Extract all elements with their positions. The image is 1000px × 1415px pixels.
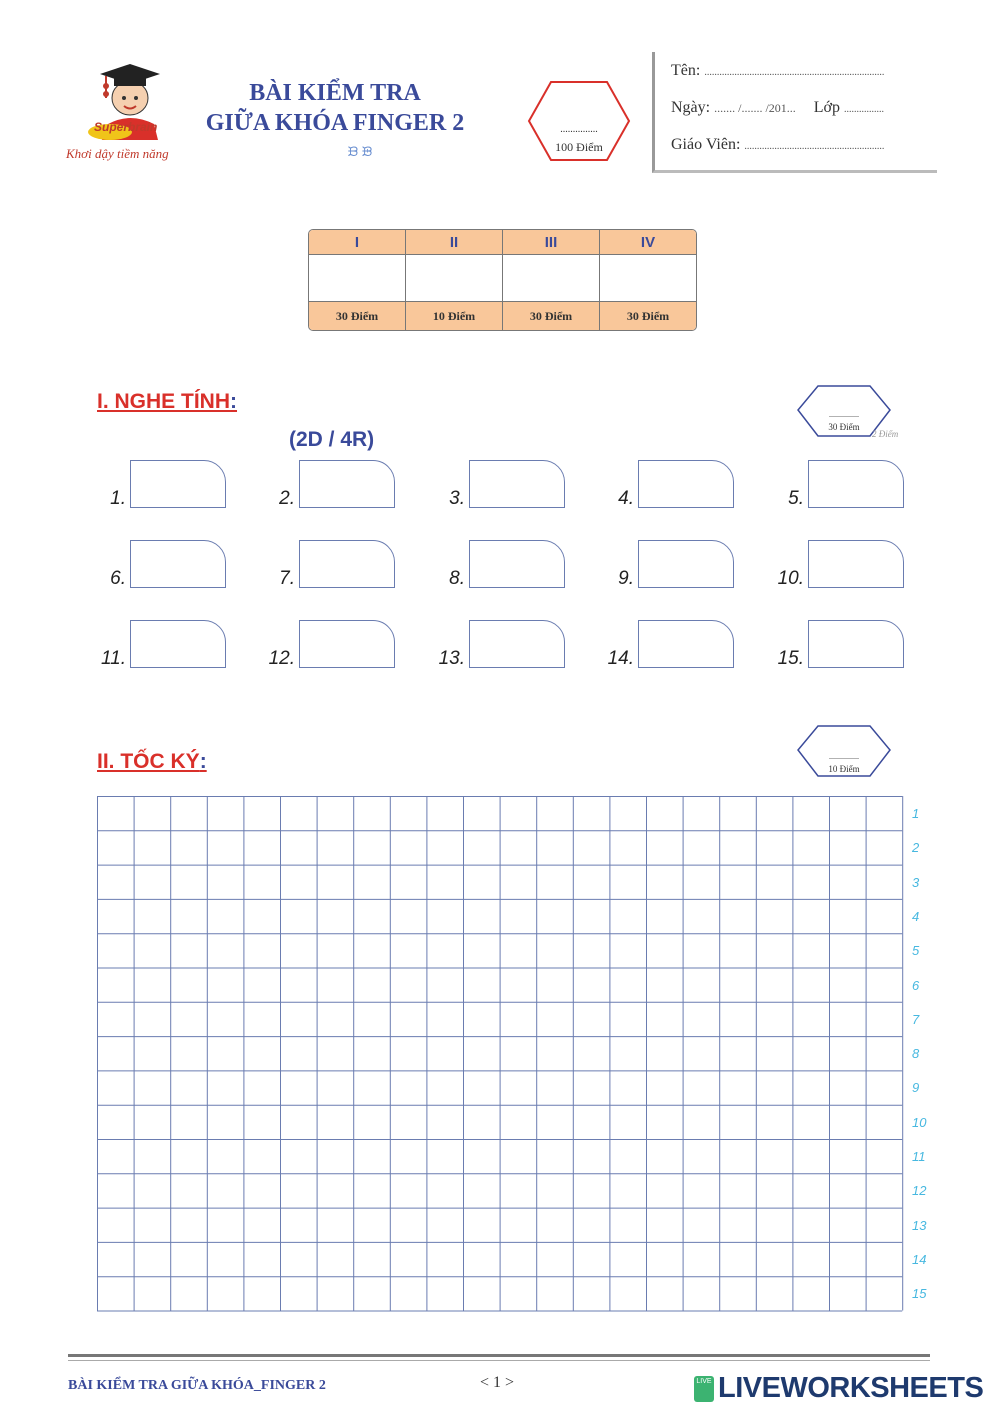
date-line — [671, 99, 884, 117]
answer-box[interactable] — [469, 540, 565, 588]
title-line-2: GIỮA KHÓA FINGER 2 — [205, 110, 465, 136]
score-input-2[interactable] — [406, 255, 503, 301]
grid-row-number: 6 — [912, 977, 920, 993]
grid-row-number: 12 — [912, 1183, 927, 1199]
section-1-subtitle: (2D / 4R) — [289, 428, 375, 451]
grid-row-number: 5 — [912, 943, 920, 959]
logo-text: Superbrain — [94, 120, 158, 134]
score-points: 10 Điểm — [406, 301, 503, 330]
score-header: I — [309, 230, 406, 255]
section-1-title-text: I. NGHE TÍNH — [97, 390, 231, 413]
total-score-label: 100 Điểm — [555, 140, 603, 154]
total-score-badge — [527, 80, 631, 162]
score-input-3[interactable] — [503, 255, 600, 301]
answer-number: 15. — [777, 648, 804, 669]
score-input-4[interactable] — [600, 255, 696, 301]
class-field[interactable]: ................ — [844, 104, 885, 115]
answer-number: 13. — [438, 648, 465, 669]
score-header: II — [406, 230, 503, 255]
answer-number: 10. — [777, 568, 804, 589]
section-2-title — [97, 750, 207, 774]
section-1-badge-label: 30 Điểm — [828, 422, 860, 432]
grid-row-number: 14 — [912, 1251, 927, 1267]
flourish-ornament: ᙖ ᙗ — [347, 144, 373, 159]
answer-box[interactable] — [469, 460, 565, 508]
section-2-colon: : — [199, 750, 207, 773]
grid-row-number: 1 — [912, 806, 920, 821]
score-points: 30 Điểm — [503, 301, 600, 330]
footer-divider — [68, 1354, 930, 1357]
score-points: 30 Điểm — [600, 301, 696, 330]
answer-box[interactable] — [130, 620, 226, 668]
grid-row-number: 4 — [912, 908, 920, 924]
section-1-title — [97, 390, 237, 414]
section-1-colon: : — [230, 390, 238, 413]
answer-number: 5. — [788, 488, 804, 509]
answer-box[interactable] — [638, 540, 734, 588]
section-1-score-badge — [796, 384, 908, 440]
section-1-badge-note: 2 Điểm — [872, 429, 899, 439]
grid-row-number: 9 — [912, 1080, 920, 1096]
answer-box[interactable] — [130, 540, 226, 588]
answer-box[interactable] — [299, 540, 395, 588]
answer-number: 11. — [100, 648, 126, 669]
score-table — [308, 229, 697, 331]
answer-number: 2. — [279, 488, 295, 509]
answer-box[interactable] — [299, 620, 395, 668]
logo-tagline: Khơi dậy tiềm năng — [66, 146, 169, 161]
score-points: 30 Điểm — [309, 301, 406, 330]
score-input-1[interactable] — [309, 255, 406, 301]
grid-lines — [97, 796, 905, 1313]
liveworksheets-badge: LIVE — [694, 1376, 714, 1402]
footer-divider-thin — [68, 1360, 930, 1361]
page-number: < 1 > — [480, 1374, 515, 1391]
grid-row-number: 7 — [912, 1011, 920, 1027]
section-2-badge-dots: ............... — [829, 752, 859, 761]
answer-box[interactable] — [299, 460, 395, 508]
answer-box[interactable] — [130, 460, 226, 508]
teacher-line — [671, 136, 884, 154]
score-table-header — [309, 230, 696, 255]
grid-row-number: 10 — [912, 1114, 927, 1130]
grid-row-number: 3 — [912, 874, 920, 890]
title-line-1: BÀI KIỂM TRA — [249, 80, 421, 106]
page-title — [195, 78, 475, 138]
section-2-badge-label: 10 Điểm — [828, 764, 860, 774]
writing-grid — [97, 796, 905, 1318]
grid-row-number: 11 — [912, 1149, 926, 1164]
section-2-score-badge — [796, 724, 892, 780]
answer-number: 7. — [279, 568, 295, 589]
section-1-badge-dots: ............... — [829, 410, 859, 419]
answer-number: 12. — [268, 648, 295, 669]
answer-number: 6. — [110, 568, 126, 589]
score-header: III — [503, 230, 600, 255]
answer-number: 1. — [110, 488, 126, 509]
name-line — [671, 62, 884, 80]
class-label: Lớp — [813, 99, 841, 116]
date-label: Ngày: — [671, 99, 711, 116]
answer-box[interactable] — [469, 620, 565, 668]
answer-box[interactable] — [808, 620, 904, 668]
answer-box[interactable] — [808, 460, 904, 508]
answer-number: 8. — [449, 568, 465, 589]
total-score-dots: ............... — [560, 124, 598, 135]
student-info-box — [652, 52, 937, 173]
answer-number: 3. — [449, 488, 465, 509]
section-2-title-text: II. TỐC KÝ — [97, 750, 200, 773]
answer-number: 14. — [607, 648, 634, 669]
score-table-points — [309, 301, 696, 330]
teacher-label: Giáo Viên: — [671, 136, 741, 153]
answer-number: 9. — [618, 568, 634, 589]
footer-title: BÀI KIỂM TRA GIỮA KHÓA_FINGER 2 — [68, 1378, 326, 1393]
answer-box[interactable] — [638, 460, 734, 508]
answer-box[interactable] — [808, 540, 904, 588]
name-label: Tên: — [671, 62, 701, 79]
date-field[interactable]: ....... /....... /201... — [714, 101, 796, 115]
grid-row-number: 15 — [912, 1286, 927, 1302]
score-table-input-row — [309, 255, 696, 301]
score-header: IV — [600, 230, 696, 255]
grid-row-number: 2 — [912, 840, 920, 856]
answer-box[interactable] — [638, 620, 734, 668]
grid-row-number: 8 — [912, 1046, 920, 1062]
name-field[interactable]: ........................................................................ — [704, 67, 885, 78]
teacher-field[interactable]: ........................................................ — [744, 141, 885, 152]
liveworksheets-brand: LIVEWORKSHEETS — [718, 1372, 984, 1404]
answer-number: 4. — [618, 488, 634, 509]
grid-row-number: 13 — [912, 1217, 927, 1233]
